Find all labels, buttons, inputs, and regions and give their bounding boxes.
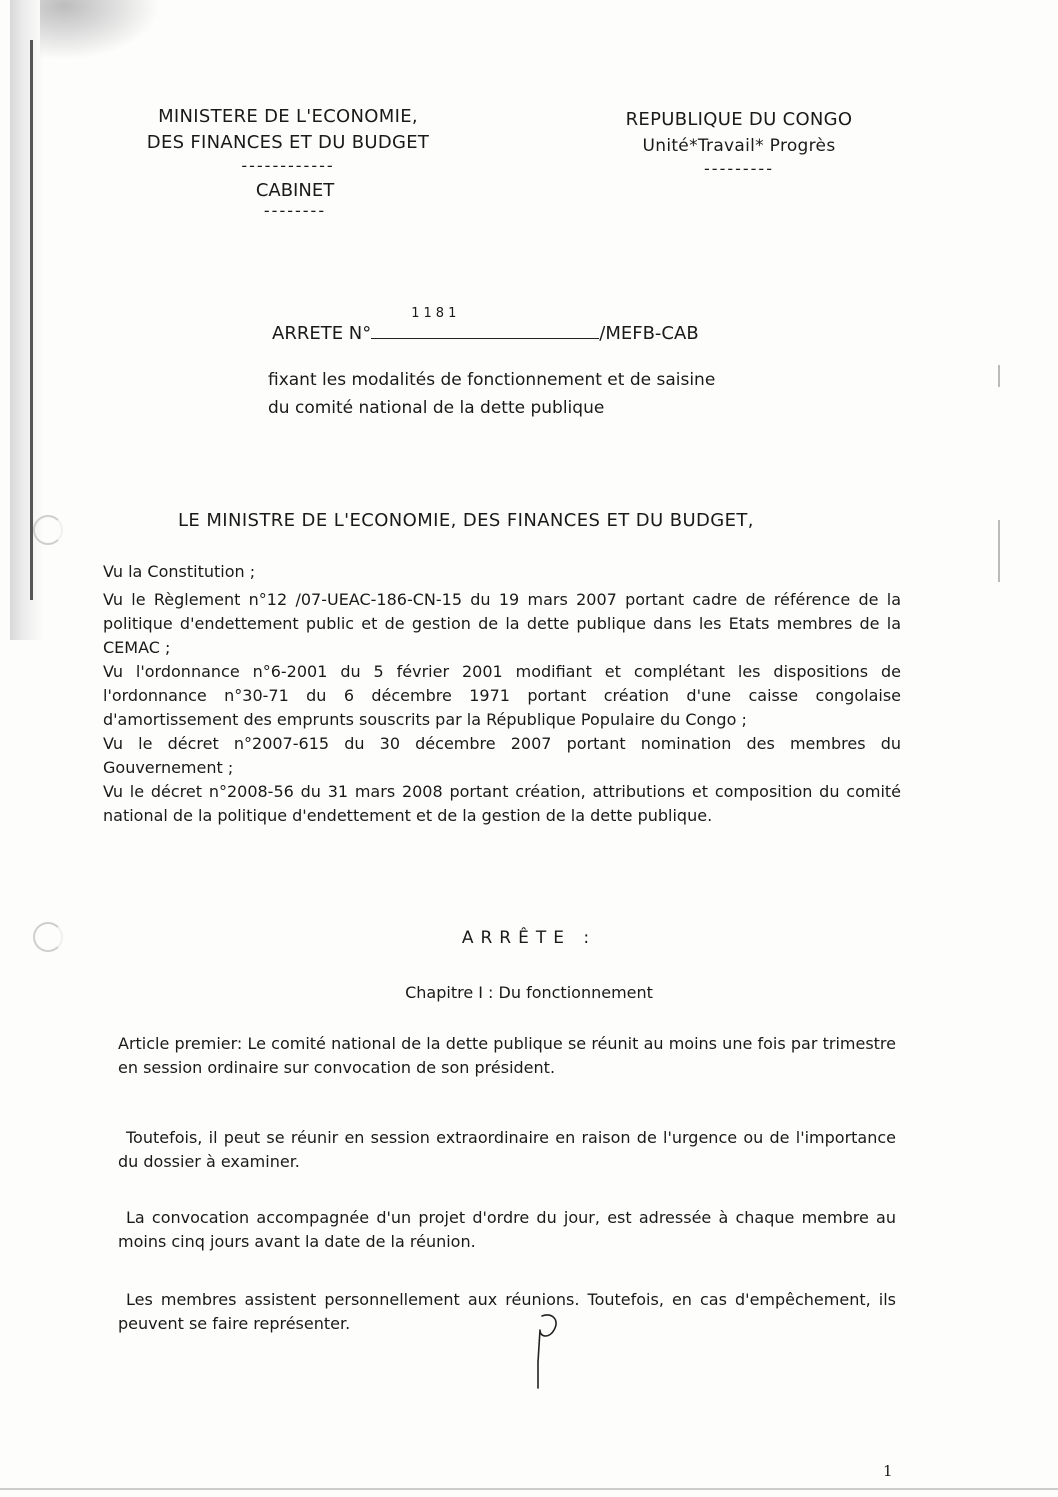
article-paragraph-3-text: La convocation accompagnée d'un projet d'ordre du jour, est adressée à chaque membre au moins cinq jours avant la date de la réunion. <box>118 1208 896 1251</box>
scan-bottom-edge <box>0 1488 1058 1490</box>
chapter-title: Chapitre I : Du fonctionnement <box>405 983 653 1002</box>
cabinet-label: CABINET <box>255 180 335 201</box>
ministry-header <box>118 104 458 176</box>
republic-dashes: --------- <box>704 159 774 178</box>
visas-list <box>103 560 901 828</box>
scan-mark-right-top <box>998 365 1000 387</box>
visa-item: Vu le décret n°2007-615 du 30 décembre 2007 portant nomination des membres du Gouvernement ; <box>103 734 901 777</box>
ministry-line-1: MINISTERE DE L'ECONOMIE, <box>158 106 418 127</box>
article-first-text: Le comité national de la dette publique se réunit au moins une fois par trimestre en session ordinaire sur convocation de son président. <box>118 1034 897 1077</box>
decree-subject <box>268 366 715 422</box>
page-number: 1 <box>883 1462 893 1480</box>
decree-number-line <box>272 306 699 344</box>
republic-motto: Unité*Travail* Progrès <box>642 136 836 156</box>
article-paragraph-2-text: Toutefois, il peut se réunir en session extraordinaire en raison de l'urgence ou de l'importance du dossier à examiner. <box>118 1128 896 1171</box>
scan-shadow-edge <box>10 0 44 640</box>
article-first-label: Article premier: <box>118 1034 243 1053</box>
scan-corner-shadow <box>40 0 160 60</box>
handwritten-initial-mark <box>528 1312 568 1394</box>
minister-title: LE MINISTRE DE L'ECONOMIE, DES FINANCES ET DU BUDGET, <box>178 510 754 531</box>
punch-hole-top <box>33 515 63 545</box>
decree-subject-line-2: du comité national de la dette publique <box>268 398 605 418</box>
cabinet-dashes: -------- <box>263 201 327 220</box>
article-paragraph-3 <box>118 1206 896 1254</box>
article-paragraph-4-text: Les membres assistent personnellement aux réunions. Toutefois, en cas d'empêchement, ils peuvent se faire représenter. <box>118 1290 896 1333</box>
decree-suffix: /MEFB-CAB <box>599 323 699 344</box>
republic-name: REPUBLIQUE DU CONGO <box>625 109 853 130</box>
republic-header <box>598 107 880 179</box>
visa-item: Vu le décret n°2008-56 du 31 mars 2008 portant création, attributions et composition du comité national de la politique d'endettement et de la gestion de la dette publique. <box>103 782 901 825</box>
decree-subject-line-1: fixant les modalités de fonctionnement et de saisine <box>268 370 716 390</box>
cabinet-header <box>190 180 400 221</box>
article-first <box>118 1032 896 1080</box>
scan-binding-line <box>30 40 33 600</box>
visa-item: Vu la Constitution ; <box>103 562 256 581</box>
article-paragraph-4 <box>118 1288 896 1336</box>
ministry-dashes: ------------ <box>241 156 335 175</box>
scan-mark-right-middle <box>998 520 1000 582</box>
decree-prefix: ARRETE N° <box>272 323 372 344</box>
decree-number: 1181 <box>411 306 461 321</box>
article-paragraph-2 <box>118 1126 896 1174</box>
arrete-heading: ARRÊTE : <box>461 928 597 948</box>
visa-item: Vu le Règlement n°12 /07-UEAC-186-CN-15 du 19 mars 2007 portant cadre de référence de la politique d'endettement public et de gestion de la dette publique dans les Etats membres de la CEMAC ; <box>103 590 901 657</box>
ministry-line-2: DES FINANCES ET DU BUDGET <box>146 132 430 153</box>
visa-item: Vu l'ordonnance n°6-2001 du 5 février 2001 modifiant et complétant les dispositions de l'ordonnance n°30-71 du 6 décembre 1971 portant création d'une caisse congolaise d'amortissement des emprunts souscrits par la République Populaire du Congo ; <box>103 662 901 729</box>
decree-number-field <box>371 306 599 339</box>
